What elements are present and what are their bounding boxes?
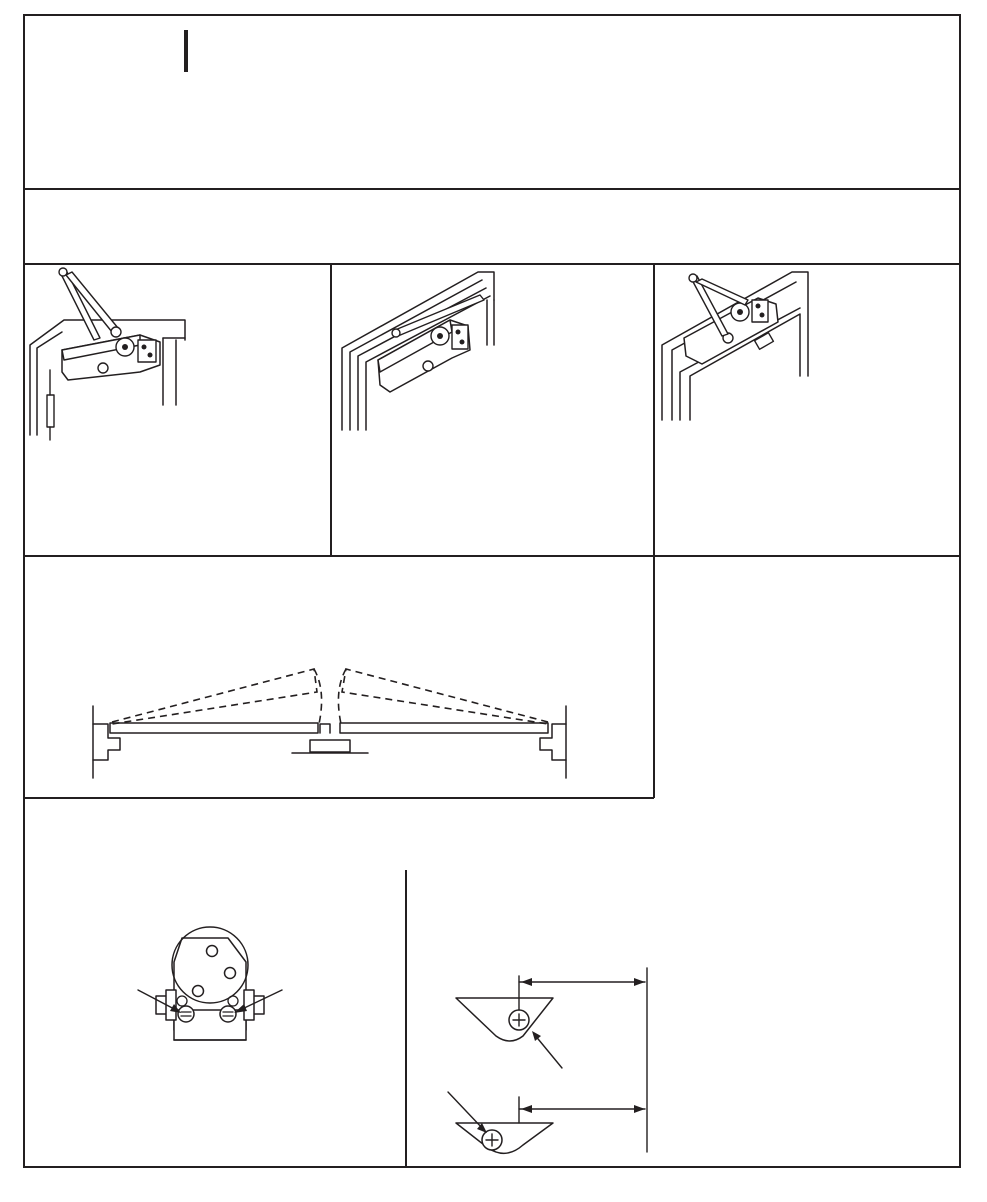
arm-bracket-diagram bbox=[448, 968, 647, 1153]
page-frame bbox=[24, 15, 960, 1167]
double-door-diagram bbox=[93, 669, 566, 778]
header-bar bbox=[184, 30, 188, 72]
mounting-illustration-3 bbox=[662, 272, 808, 420]
header-block bbox=[184, 30, 188, 72]
mounting-illustration-2 bbox=[342, 272, 494, 430]
valve-adjustment-diagram bbox=[138, 927, 282, 1040]
mounting-illustration-1 bbox=[30, 268, 185, 440]
